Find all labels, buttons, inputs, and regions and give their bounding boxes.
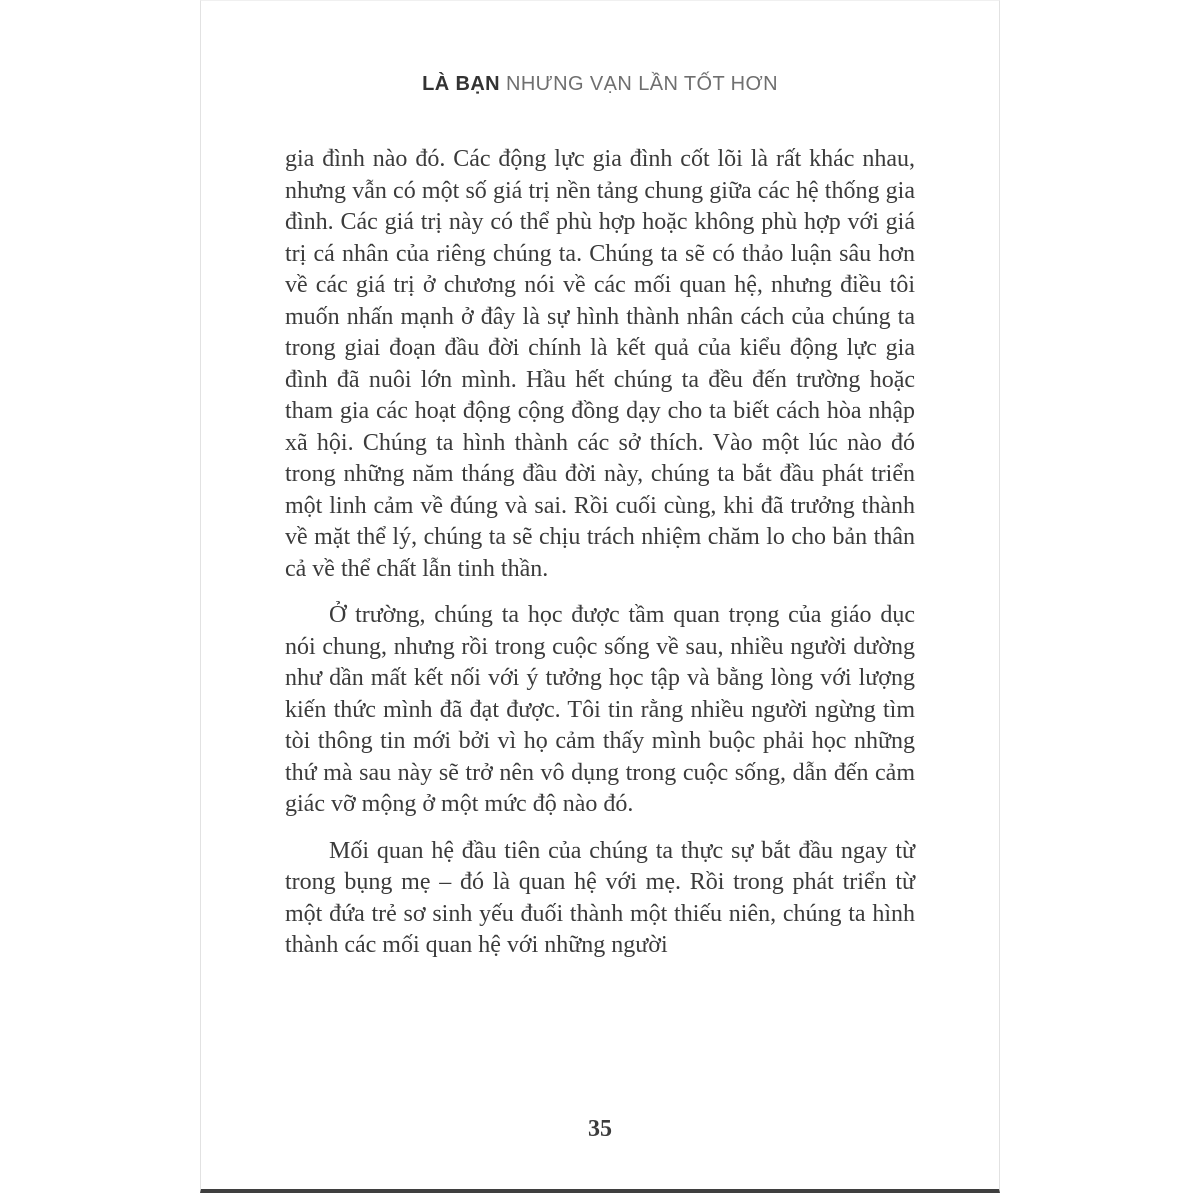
header-title-emphasis: LÀ BẠN	[422, 73, 501, 95]
page-body	[285, 144, 915, 962]
book-page	[200, 0, 1000, 1193]
paragraph-1: gia đình nào đó. Các động lực gia đình cốt lõi là rất khác nhau, nhưng vẫn có một số giá trị nền tảng chung giữa các hệ thống gia đình. Các giá trị này có thể phù hợp hoặc không phù hợp với giá trị cá nhân của riêng chúng ta. Chúng ta sẽ có thảo luận sâu hơn về các giá trị ở chương nói về các mối quan hệ, nhưng điều tôi muốn nhấn mạnh ở đây là sự hình thành nhân cách của chúng ta trong giai đoạn đầu đời chính là kết quả của kiểu động lực gia đình đã nuôi lớn mình. Hầu hết chúng ta đều đến trường hoặc tham gia các hoạt động cộng đồng dạy cho ta biết cách hòa nhập xã hội. Chúng ta hình thành các sở thích. Vào một lúc nào đó trong những năm tháng đầu đời này, chúng ta bắt đầu phát triển một linh cảm về đúng và sai. Rồi cuối cùng, khi đã trưởng thành về mặt thể lý, chúng ta sẽ chịu trách nhiệm chăm lo cho bản thân cả về thể chất lẫn tinh thần.	[285, 146, 915, 582]
paragraph-3: Mối quan hệ đầu tiên của chúng ta thực sự bắt đầu ngay từ trong bụng mẹ – đó là quan hệ với mẹ. Rồi trong phát triển từ một đứa trẻ sơ sinh yếu đuối thành một thiếu niên, chúng ta hình thành các mối quan hệ với những người	[285, 837, 915, 958]
running-header	[201, 73, 999, 96]
header-title-rest: NHƯNG VẠN LẦN TỐT HƠN	[500, 73, 778, 95]
paragraph-2: Ở trường, chúng ta học được tầm quan trọng của giáo dục nói chung, nhưng rồi trong cuộc sống về sau, nhiều người dường như dần mất kết nối với ý tưởng học tập và bằng lòng với lượng kiến thức mình đã đạt được. Tôi tin rằng nhiều người ngừng tìm tòi thông tin mới bởi vì họ cảm thấy mình buộc phải học những thứ mà sau này sẽ trở nên vô dụng trong cuộc sống, dẫn đến cảm giác vỡ mộng ở một mức độ nào đó.	[285, 602, 915, 817]
page-number: 35	[588, 1116, 612, 1142]
